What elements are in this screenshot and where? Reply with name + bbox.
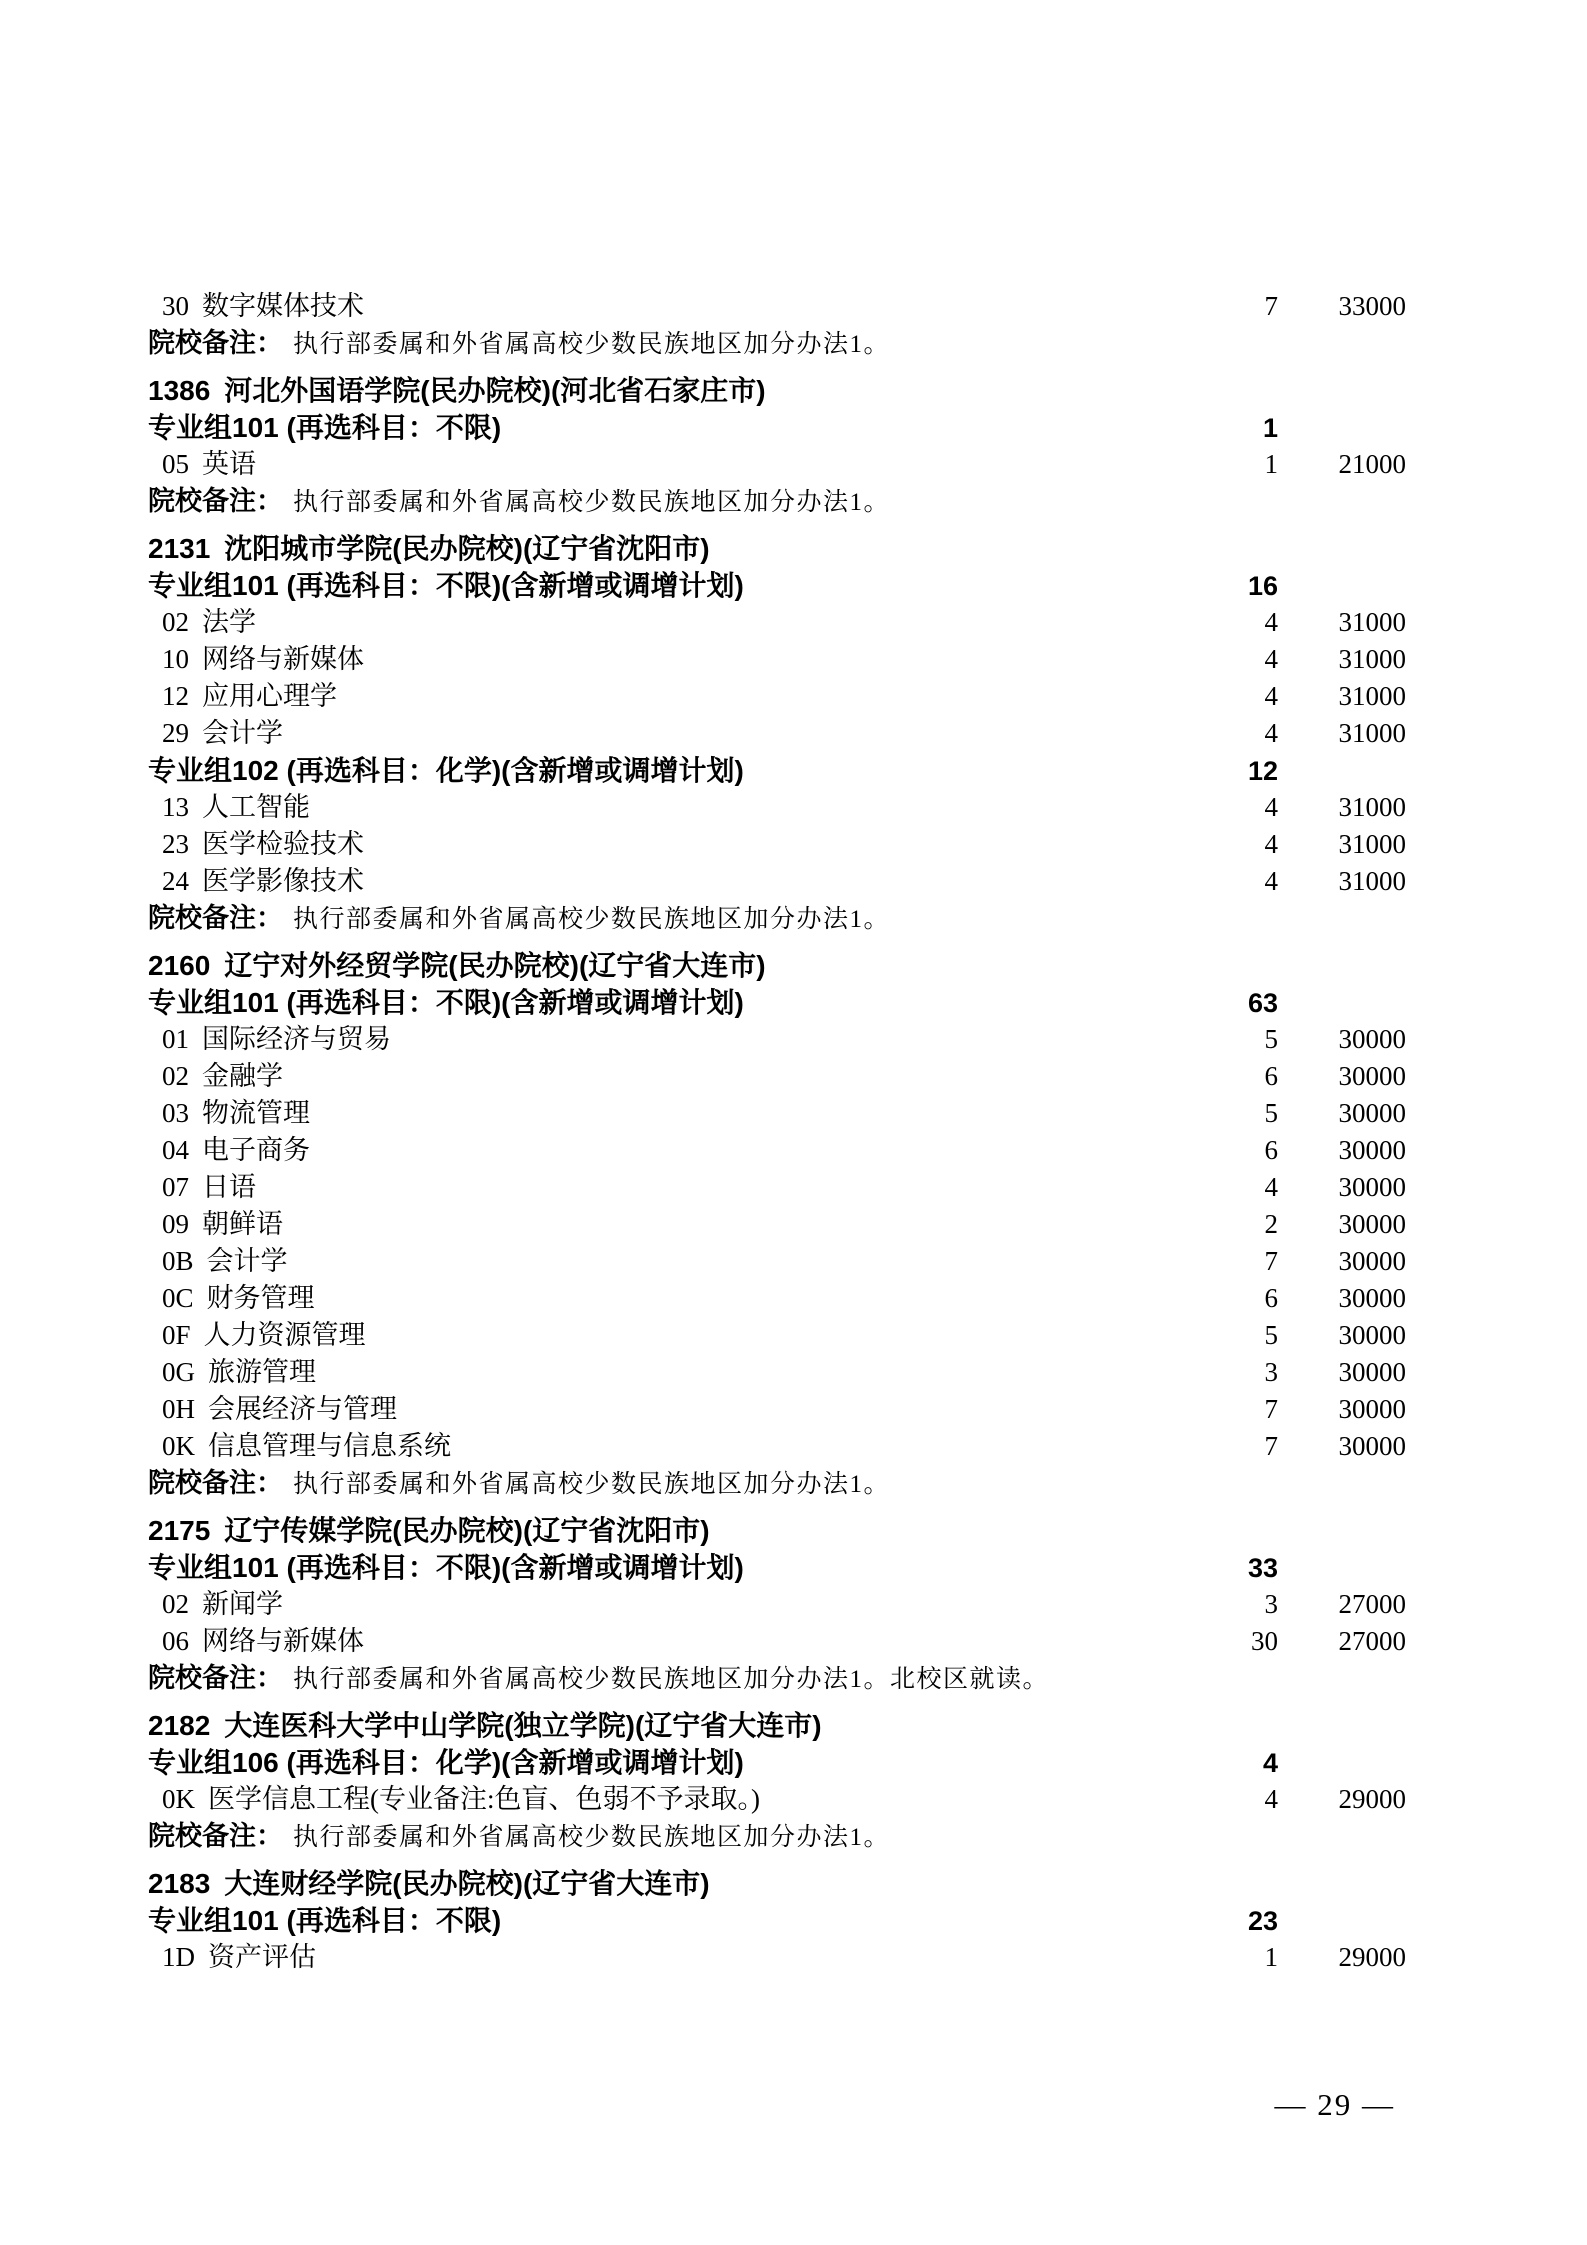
major-code: 03: [162, 1098, 189, 1128]
admission-plan-list: [148, 288, 1406, 1976]
remark-text: 执行部委属和外省属高校少数民族地区加分办法1。北校区就读。: [293, 1666, 1050, 1693]
major-row: [148, 1781, 1406, 1818]
major-row: [148, 288, 1406, 325]
major-code: 0F: [162, 1320, 191, 1350]
major-plan-count: 5: [1264, 1320, 1278, 1350]
major-group-header: [148, 1549, 1406, 1586]
major-row: [148, 1095, 1406, 1132]
major-code: 10: [162, 644, 189, 674]
major-title: [148, 1391, 1198, 1428]
institution-name: 辽宁对外经贸学院(民办院校)(辽宁省大连市): [224, 950, 766, 981]
major-code: 02: [162, 607, 189, 637]
major-row: [148, 641, 1406, 678]
major-name: 国际经济与贸易: [202, 1024, 391, 1054]
major-title: [148, 1280, 1198, 1317]
institution-code: 2131: [148, 533, 211, 564]
institution-name: 大连财经学院(民办院校)(辽宁省大连市): [224, 1868, 710, 1899]
group-label: 专业组101 (再选科目：不限)(含新增或调增计划): [148, 570, 744, 601]
major-title: [148, 1586, 1198, 1623]
major-name: 金融学: [202, 1061, 283, 1091]
major-code: 1D: [162, 1942, 195, 1972]
major-code: 0G: [162, 1357, 195, 1387]
major-tuition-fee: 31000: [1338, 718, 1406, 748]
major-name: 新闻学: [202, 1589, 283, 1619]
major-plan-count: 4: [1264, 607, 1278, 637]
institution-block: [148, 372, 1406, 520]
major-row: [148, 1169, 1406, 1206]
major-plan-count: 4: [1264, 829, 1278, 859]
institution-header: [148, 1512, 1406, 1549]
institution-header: [148, 372, 1406, 409]
major-name: 法学: [202, 607, 256, 637]
major-tuition-fee: 30000: [1338, 1394, 1406, 1424]
major-tuition-fee: 30000: [1338, 1024, 1406, 1054]
remark-text: 执行部委属和外省属高校少数民族地区加分办法1。: [293, 1471, 891, 1498]
major-plan-count: 7: [1264, 1246, 1278, 1276]
major-code: 09: [162, 1209, 189, 1239]
major-title: [148, 1781, 1198, 1818]
major-row: [148, 1428, 1406, 1465]
major-code: 23: [162, 829, 189, 859]
major-title: [148, 1623, 1198, 1660]
remark-row: [148, 1818, 1406, 1855]
major-plan-count: 4: [1264, 866, 1278, 896]
major-name: 网络与新媒体: [202, 1626, 364, 1656]
major-row: [148, 1206, 1406, 1243]
major-tuition-fee: 21000: [1338, 449, 1406, 479]
major-plan-count: 4: [1264, 681, 1278, 711]
institution-title: [148, 372, 1406, 409]
remark-row: [148, 900, 1406, 937]
major-title: [148, 1206, 1198, 1243]
major-row: [148, 1586, 1406, 1623]
major-code: 0C: [162, 1283, 194, 1313]
major-tuition-fee: 31000: [1338, 866, 1406, 896]
major-group-header: [148, 409, 1406, 446]
major-plan-count: 5: [1264, 1024, 1278, 1054]
group-plan-count: 33: [1247, 1553, 1278, 1583]
remark-text: 执行部委属和外省属高校少数民族地区加分办法1。: [293, 906, 891, 933]
group-label: 专业组101 (再选科目：不限)(含新增或调增计划): [148, 987, 744, 1018]
major-title: [148, 678, 1198, 715]
major-tuition-fee: 31000: [1338, 644, 1406, 674]
major-plan-count: 4: [1264, 1172, 1278, 1202]
major-name: 物流管理: [202, 1098, 310, 1128]
institution-title: [148, 947, 1406, 984]
major-tuition-fee: 30000: [1338, 1209, 1406, 1239]
major-title: [148, 1317, 1198, 1354]
remark-label: 院校备注：: [148, 1468, 283, 1498]
major-code: 07: [162, 1172, 189, 1202]
major-tuition-fee: 30000: [1338, 1172, 1406, 1202]
major-tuition-fee: 29000: [1338, 1784, 1406, 1814]
major-group-header: [148, 1744, 1406, 1781]
major-code: 12: [162, 681, 189, 711]
major-row: [148, 1354, 1406, 1391]
major-name: 会展经济与管理: [208, 1394, 397, 1424]
institution-code: 2175: [148, 1515, 211, 1546]
institution-header: [148, 530, 1406, 567]
major-tuition-fee: 31000: [1338, 607, 1406, 637]
institution-title: [148, 1512, 1406, 1549]
institution-title: [148, 530, 1406, 567]
major-name: 人力资源管理: [203, 1320, 366, 1350]
major-title: [148, 1169, 1198, 1206]
major-row: [148, 604, 1406, 641]
major-code: 0B: [162, 1246, 194, 1276]
major-title: [148, 288, 1198, 325]
major-code: 30: [162, 291, 189, 321]
major-title: [148, 1021, 1198, 1058]
major-tuition-fee: 31000: [1338, 829, 1406, 859]
major-code: 02: [162, 1589, 189, 1619]
group-plan-count: 1: [1262, 413, 1278, 443]
major-code: 05: [162, 449, 189, 479]
major-code: 06: [162, 1626, 189, 1656]
remark-label: 院校备注：: [148, 328, 283, 358]
major-tuition-fee: 30000: [1338, 1098, 1406, 1128]
major-name: 英语: [202, 449, 256, 479]
major-tuition-fee: 27000: [1338, 1589, 1406, 1619]
institution-title: [148, 1707, 1406, 1744]
major-tuition-fee: 33000: [1338, 291, 1406, 321]
institution-code: 2183: [148, 1868, 211, 1899]
major-title: [148, 1095, 1198, 1132]
group-label: 专业组106 (再选科目：化学)(含新增或调增计划): [148, 1747, 744, 1778]
major-title: [148, 715, 1198, 752]
major-tuition-fee: 31000: [1338, 681, 1406, 711]
institution-title: [148, 1865, 1406, 1902]
major-plan-count: 2: [1264, 1209, 1278, 1239]
major-tuition-fee: 30000: [1338, 1283, 1406, 1313]
institution-block: [148, 1865, 1406, 1976]
institution-block: [148, 1512, 1406, 1697]
remark-row: [148, 1660, 1406, 1697]
major-plan-count: 3: [1264, 1589, 1278, 1619]
institution-code: 2160: [148, 950, 211, 981]
major-code: 0H: [162, 1394, 195, 1424]
major-row: [148, 1021, 1406, 1058]
remark-label: 院校备注：: [148, 903, 283, 933]
major-plan-count: 4: [1264, 644, 1278, 674]
institution-name: 沈阳城市学院(民办院校)(辽宁省沈阳市): [224, 533, 710, 564]
major-plan-count: 6: [1264, 1135, 1278, 1165]
remark-label: 院校备注：: [148, 486, 283, 516]
remark-row: [148, 1465, 1406, 1502]
page-number: — 29 —: [1274, 2087, 1395, 2122]
major-plan-count: 1: [1264, 449, 1278, 479]
major-row: [148, 1623, 1406, 1660]
major-plan-count: 4: [1264, 718, 1278, 748]
major-group-header: [148, 752, 1406, 789]
major-tuition-fee: 31000: [1338, 792, 1406, 822]
group-label: 专业组101 (再选科目：不限): [148, 1905, 502, 1936]
major-row: [148, 789, 1406, 826]
institution-block: [148, 947, 1406, 1502]
major-group-header: [148, 567, 1406, 604]
major-plan-count: 6: [1264, 1061, 1278, 1091]
major-plan-count: 7: [1264, 1431, 1278, 1461]
major-plan-count: 6: [1264, 1283, 1278, 1313]
major-title: [148, 1428, 1198, 1465]
major-name: 会计学: [206, 1246, 288, 1276]
major-code: 0K: [162, 1431, 195, 1461]
major-code: 01: [162, 1024, 189, 1054]
group-plan-count: 4: [1262, 1748, 1278, 1778]
major-row: [148, 1939, 1406, 1976]
major-title: [148, 446, 1198, 483]
institution-header: [148, 1865, 1406, 1902]
major-plan-count: 7: [1264, 1394, 1278, 1424]
institution-code: 2182: [148, 1710, 211, 1741]
group-label: 专业组101 (再选科目：不限): [148, 412, 502, 443]
major-code: 29: [162, 718, 189, 748]
remark-text: 执行部委属和外省属高校少数民族地区加分办法1。: [293, 331, 891, 358]
remark-label: 院校备注：: [148, 1821, 283, 1851]
major-name: 信息管理与信息系统: [208, 1431, 451, 1461]
major-row: [148, 863, 1406, 900]
major-name: 会计学: [202, 718, 283, 748]
major-row: [148, 826, 1406, 863]
major-name: 医学检验技术: [202, 829, 364, 859]
major-tuition-fee: 30000: [1338, 1246, 1406, 1276]
institution-name: 大连医科大学中山学院(独立学院)(辽宁省大连市): [224, 1710, 822, 1741]
major-row: [148, 1132, 1406, 1169]
institution-block: [148, 530, 1406, 937]
major-code: 02: [162, 1061, 189, 1091]
major-plan-count: 30: [1251, 1626, 1278, 1656]
group-label: 专业组101 (再选科目：不限)(含新增或调增计划): [148, 1552, 744, 1583]
major-row: [148, 678, 1406, 715]
major-name: 日语: [202, 1172, 256, 1202]
major-row: [148, 1058, 1406, 1095]
major-tuition-fee: 27000: [1338, 1626, 1406, 1656]
major-name: 数字媒体技术: [202, 291, 364, 321]
major-name: 旅游管理: [208, 1357, 316, 1387]
major-row: [148, 715, 1406, 752]
institution-block: [148, 1707, 1406, 1855]
major-name: 电子商务: [202, 1135, 310, 1165]
major-row: [148, 1280, 1406, 1317]
major-group-header: [148, 984, 1406, 1021]
major-name: 资产评估: [208, 1942, 316, 1972]
major-name: 应用心理学: [202, 681, 337, 711]
remark-label: 院校备注：: [148, 1663, 283, 1693]
major-row: [148, 446, 1406, 483]
group-plan-count: 12: [1247, 756, 1278, 786]
major-code: 04: [162, 1135, 189, 1165]
institution-header: [148, 1707, 1406, 1744]
major-code: 24: [162, 866, 189, 896]
major-title: [148, 1939, 1198, 1976]
major-plan-count: 4: [1264, 792, 1278, 822]
group-plan-count: 63: [1247, 988, 1278, 1018]
major-title: [148, 789, 1198, 826]
major-name: 人工智能: [202, 792, 310, 822]
major-plan-count: 3: [1264, 1357, 1278, 1387]
institution-block: [148, 288, 1406, 362]
major-row: [148, 1391, 1406, 1428]
major-title: [148, 826, 1198, 863]
major-row: [148, 1317, 1406, 1354]
remark-text: 执行部委属和外省属高校少数民族地区加分办法1。: [293, 489, 891, 516]
group-plan-count: 16: [1247, 571, 1278, 601]
major-name: 朝鲜语: [202, 1209, 283, 1239]
remark-text: 执行部委属和外省属高校少数民族地区加分办法1。: [293, 1824, 891, 1851]
major-row: [148, 1243, 1406, 1280]
major-tuition-fee: 30000: [1338, 1061, 1406, 1091]
major-name: 医学影像技术: [202, 866, 364, 896]
major-plan-count: 7: [1264, 291, 1278, 321]
major-title: [148, 1354, 1198, 1391]
remark-row: [148, 483, 1406, 520]
major-group-header: [148, 1902, 1406, 1939]
major-plan-count: 5: [1264, 1098, 1278, 1128]
major-code: 0K: [162, 1784, 195, 1814]
major-title: [148, 1132, 1198, 1169]
major-title: [148, 641, 1198, 678]
remark-row: [148, 325, 1406, 362]
major-tuition-fee: 29000: [1338, 1942, 1406, 1972]
major-tuition-fee: 30000: [1338, 1135, 1406, 1165]
institution-name: 河北外国语学院(民办院校)(河北省石家庄市): [224, 375, 766, 406]
major-tuition-fee: 30000: [1338, 1320, 1406, 1350]
major-title: [148, 604, 1198, 641]
major-plan-count: 1: [1264, 1942, 1278, 1972]
institution-name: 辽宁传媒学院(民办院校)(辽宁省沈阳市): [224, 1515, 710, 1546]
major-tuition-fee: 30000: [1338, 1357, 1406, 1387]
institution-code: 1386: [148, 375, 211, 406]
major-name: 医学信息工程(专业备注:色盲、色弱不予录取。): [208, 1784, 760, 1814]
major-plan-count: 4: [1264, 1784, 1278, 1814]
major-name: 网络与新媒体: [202, 644, 364, 674]
major-tuition-fee: 30000: [1338, 1431, 1406, 1461]
major-title: [148, 863, 1198, 900]
major-title: [148, 1243, 1198, 1280]
major-name: 财务管理: [206, 1283, 315, 1313]
group-plan-count: 23: [1247, 1906, 1278, 1936]
group-label: 专业组102 (再选科目：化学)(含新增或调增计划): [148, 755, 744, 786]
institution-header: [148, 947, 1406, 984]
major-code: 13: [162, 792, 189, 822]
major-title: [148, 1058, 1198, 1095]
